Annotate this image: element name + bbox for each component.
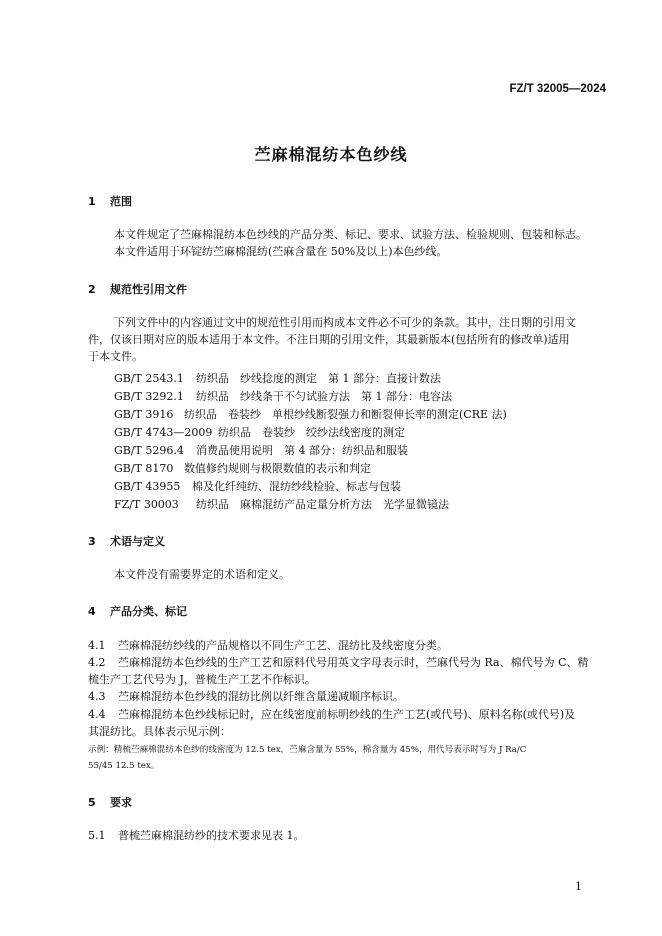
reference-item: [114, 442, 408, 458]
reference-title: 纺织品 麻棉混纺产品定量分析方法 光学显微镜法: [196, 498, 449, 511]
clause-number: 4.3: [88, 690, 106, 703]
section-number: 3: [88, 535, 96, 548]
clause-5-1: [88, 827, 305, 844]
section-title: 术语与定义: [110, 535, 165, 548]
section-heading-terms: [88, 533, 165, 549]
section-title: 要求: [110, 796, 132, 809]
clause-text: 苎麻棉混纺纱线的产品规格以不同生产工艺、混纺比及线密度分类。: [118, 639, 448, 652]
section-number: 5: [88, 796, 96, 809]
section-title: 范围: [110, 195, 132, 208]
section-heading-requirements: [88, 794, 132, 810]
paragraph: 本文件适用于环锭纺苎麻棉混纺(苎麻含量在 50%及以上)本色纱线。: [114, 245, 448, 258]
section-heading-scope: [88, 193, 132, 209]
reference-code: GB/T 3916: [114, 408, 174, 421]
paragraph: 本文件没有需要界定的术语和定义。: [114, 568, 290, 581]
reference-item: [114, 460, 371, 476]
section-number: 1: [88, 195, 96, 208]
clause-4-2: [88, 654, 589, 671]
reference-title: 数值修约规则与极限数值的表示和判定: [184, 462, 371, 475]
clause-text: 普梳苎麻棉混纺纱的技术要求见表 1。: [118, 829, 305, 842]
reference-title: 纺织品 卷装纱 单根纱线断裂强力和断裂伸长率的测定(CRE 法): [184, 408, 507, 421]
reference-item: [114, 496, 449, 512]
clause-text-continued: 其混纺比。具体表示见示例：: [88, 725, 231, 738]
clause-number: 4.1: [88, 639, 106, 652]
section-title: 规范性引用文件: [110, 283, 187, 296]
reference-item: [114, 406, 507, 422]
reference-title: 消费品使用说明 第 4 部分：纺织品和服装: [196, 444, 408, 457]
clause-4-3: [88, 688, 404, 705]
example-line: 55/45 12.5 tex。: [88, 761, 160, 771]
reference-code: GB/T 5296.4: [114, 444, 184, 457]
reference-title: 纺织品 卷装纱 绞纱法线密度的测定: [218, 426, 405, 439]
reference-item: [114, 424, 405, 440]
reference-item: [114, 478, 401, 494]
reference-code: FZ/T 30003: [114, 498, 179, 511]
clause-number: 5.1: [88, 829, 106, 842]
reference-code: GB/T 8170: [114, 462, 174, 475]
document-title: 苎麻棉混纺本色纱线: [254, 145, 408, 164]
section-number: 2: [88, 283, 96, 296]
clause-text: 苎麻棉混纺本色纱线的混纺比例以纤维含量递减顺序标识。: [118, 690, 404, 703]
standard-number: FZ/T 32005—2024: [509, 83, 606, 95]
example-line: 示例：精梳苎麻棉混纺本色纱的线密度为 12.5 tex，苎麻含量为 55%，棉含量为 45%，用代号表示时写为 J Ra/C: [88, 745, 527, 755]
reference-title: 棉及化纤纯纺、混纺纱线检验、标志与包装: [192, 480, 401, 493]
page-number: 1: [575, 880, 582, 893]
clause-text: 苎麻棉混纺本色纱线的生产工艺和原料代号用英文字母表示时，苎麻代号为 Ra、棉代号为 C、精: [118, 656, 589, 669]
section-title: 产品分类、标记: [110, 605, 187, 618]
reference-title: 纺织品 纱线条干不匀试验方法 第 1 部分：电容法: [196, 390, 452, 403]
section-heading-classification: [88, 603, 187, 619]
reference-code: GB/T 43955: [114, 480, 181, 493]
section-heading-normative-references: [88, 281, 187, 297]
reference-code: GB/T 2543.1: [114, 372, 184, 385]
section-number: 4: [88, 605, 96, 618]
paragraph: 本文件规定了苎麻棉混纺本色纱线的产品分类、标记、要求、试验方法、检验规则、包装和标志。: [114, 228, 587, 241]
reference-item: [114, 370, 441, 386]
clause-4-1: [88, 637, 448, 654]
clause-4-4: [88, 706, 575, 723]
paragraph-line: 下列文件中的内容通过文中的规范性引用而构成本文件必不可少的条款。其中，注日期的引用文: [114, 316, 576, 329]
reference-code: GB/T 3292.1: [114, 390, 184, 403]
paragraph-line: 件，仅该日期对应的版本适用于本文件。不注日期的引用文件，其最新版本(包括所有的修改单)适用: [88, 333, 570, 346]
reference-code: GB/T 4743—2009: [114, 426, 213, 439]
paragraph-line: 于本文件。: [88, 350, 143, 363]
clause-number: 4.2: [88, 656, 106, 669]
clause-number: 4.4: [88, 708, 106, 721]
reference-item: [114, 388, 452, 404]
reference-title: 纺织品 纱线捻度的测定 第 1 部分：直接计数法: [196, 372, 441, 385]
clause-text: 苎麻棉混纺本色纱线标记时，应在线密度前标明纱线的生产工艺(或代号)、原料名称(或代号)及: [118, 708, 576, 721]
clause-text-continued: 梳生产工艺代号为 J，普梳生产工艺不作标识。: [88, 673, 316, 686]
